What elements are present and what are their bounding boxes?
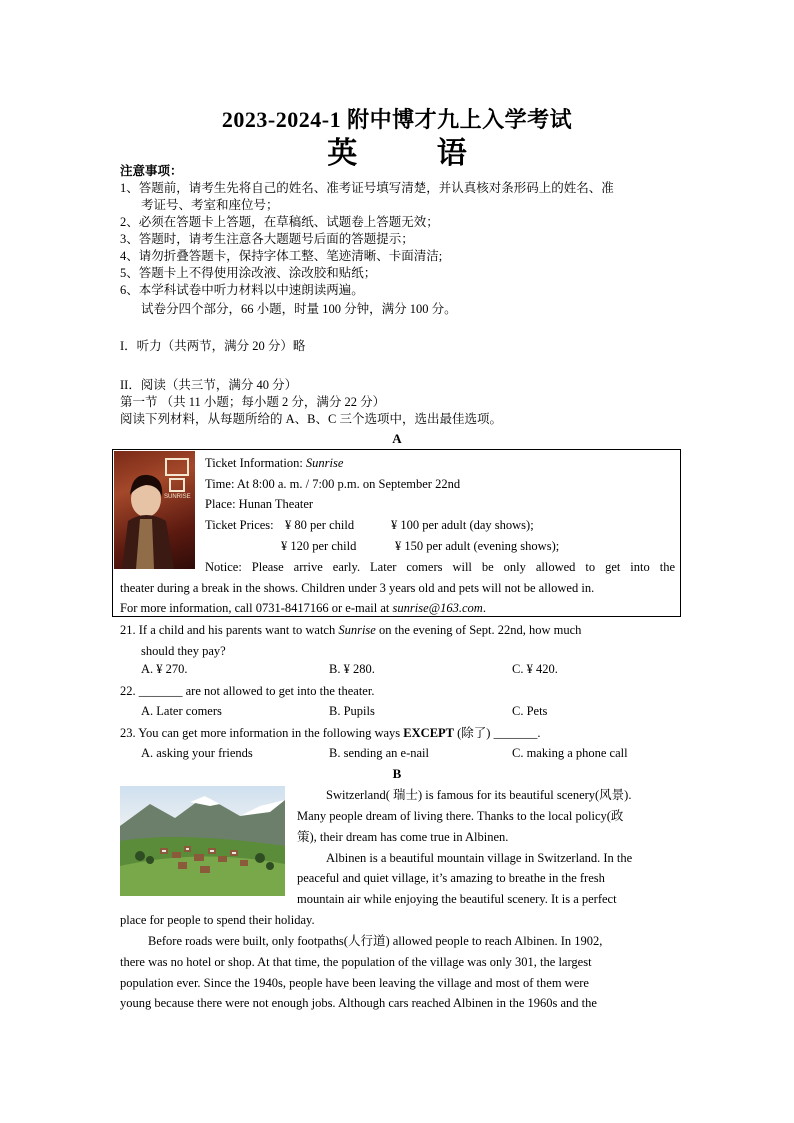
option-c: C. making a phone call (512, 746, 628, 760)
more-info-prefix: For more information, call 0731-8417166 or e-mail at (120, 601, 393, 615)
option-b: B. ¥ 280. (329, 662, 375, 676)
question-stem: (除了) _______. (454, 726, 541, 740)
question-22: 22. _______ are not allowed to get into the theater. (120, 684, 375, 698)
question-stem-italic: Sunrise (338, 623, 376, 637)
option-a: A. Later comers (141, 704, 222, 718)
ticket-info-line (205, 455, 343, 471)
question-stem-bold: EXCEPT (403, 726, 454, 740)
poster-figure-icon (114, 451, 195, 569)
note-item: 4、请勿折叠答题卡，保持字体工整、笔迹清晰、卡面清洁; (120, 249, 443, 263)
price-adult-day: ¥ 100 per adult (day shows); (391, 518, 534, 532)
note-item: 1、答题前，请考生先将自己的姓名、准考证号填写清楚，并认真核对条形码上的姓名、准 (120, 181, 614, 195)
passage-b-line: there was no hotel or shop. At that time, the population of the village was only 301, the largest (120, 955, 592, 969)
section-reading-title: II．阅读（共三节，满分 40 分） (120, 378, 298, 392)
albinen-village-photo (120, 786, 285, 896)
passage-b-line: Switzerland( 瑞士) is famous for its beautiful scenery(风景). (326, 788, 632, 802)
ticket-info-label: Ticket Information: (205, 456, 306, 470)
subject-title: 英 语 (327, 137, 503, 170)
question-23 (120, 725, 540, 741)
poster-subtitle-text: SUNRISE (164, 494, 191, 500)
more-info-suffix: . (482, 601, 486, 615)
question-stem: on the evening of Sept. 22nd, how much (375, 623, 582, 637)
option-a: A. ¥ 270. (141, 662, 188, 676)
ticket-time: Time: At 8:00 a. m. / 7:00 p.m. on September 22nd (205, 477, 461, 491)
passage-b-label: B (392, 766, 402, 781)
note-item: 6、本学科试卷中听力材料以中速朗读两遍。 (120, 283, 364, 297)
notes-heading: 注意事项： (120, 164, 183, 178)
section-listening: I．听力（共两节，满分 20 分）略 (120, 339, 306, 353)
passage-b-line: population ever. Since the 1940s, people have been leaving the village and most of them were (120, 976, 589, 990)
contact-email: sunrise@163.com (392, 601, 483, 615)
ticket-place: Place: Hunan Theater (205, 497, 314, 511)
option-c: C. ¥ 420. (512, 662, 558, 676)
passage-b-line: Before roads were built, only footpaths(人行道) allowed people to reach Albinen. In 1902, (148, 934, 603, 948)
exam-title: 2023-2024-1 附中博才九上入学考试 (221, 107, 573, 132)
note-item: 3、答题时，请考生注意各大题题号后面的答题提示； (120, 232, 414, 246)
price-adult-evening: ¥ 150 per adult (evening shows); (395, 539, 560, 553)
village-scenery-icon (120, 786, 285, 896)
price-child-evening: ¥ 120 per child (281, 539, 357, 553)
passage-b-line: Many people dream of living there. Thanks to the local policy(政 (297, 809, 624, 823)
passage-b-line: 策), their dream has come true in Albinen. (297, 830, 509, 844)
question-21 (120, 622, 675, 638)
note-item: 考证号、考室和座位号； (141, 198, 279, 212)
ticket-prices-label: Ticket Prices: (205, 518, 274, 532)
option-b: B. Pupils (329, 704, 375, 718)
option-c: C. Pets (512, 704, 548, 718)
price-child-day: ¥ 80 per child (285, 518, 355, 532)
option-b: B. sending an e-nail (329, 746, 429, 760)
sunrise-poster-image (114, 451, 195, 569)
passage-b-line: mountain air while enjoying the beautiful scenery. It is a perfect (297, 892, 617, 906)
more-info-line (120, 600, 486, 616)
notice-line-2: theater during a break in the shows. Children under 3 years old and pets will not be allowed in. (120, 581, 595, 595)
notes-summary: 试卷分四个部分，66 小题，时量 100 分钟，满分 100 分。 (141, 302, 457, 316)
note-item: 5、答题卡上不得使用涂改液、涂改胶和贴纸； (120, 266, 377, 280)
notice-line-1: Notice: Please arrive early. Later comers will be only allowed to get into the (205, 560, 675, 574)
passage-a-label: A (392, 431, 402, 446)
passage-b-line: Albinen is a beautiful mountain village in Switzerland. In the (326, 851, 633, 865)
option-a: A. asking your friends (141, 746, 253, 760)
ticket-info-box (112, 449, 681, 617)
section-instruction: 阅读下列材料，从每题所给的 A、B、C 三个选项中，选出最佳选项。 (120, 412, 502, 426)
section-part-title: 第一节 （共 11 小题；每小题 2 分，满分 22 分） (120, 395, 386, 409)
passage-b-line: place for people to spend their holiday. (120, 913, 315, 927)
ticket-info-title: Sunrise (305, 456, 344, 470)
passage-b-line: peaceful and quiet village, it’s amazing to breathe in the fresh (297, 871, 605, 885)
question-stem: 23. You can get more information in the following ways (120, 726, 404, 740)
passage-b-line: young because there were not enough jobs. Although cars reached Albinen in the 1960s and the (120, 996, 597, 1010)
question-stem: 21. If a child and his parents want to watch (120, 623, 339, 637)
question-21-line2: should they pay? (141, 644, 226, 658)
note-item: 2、必须在答题卡上答题，在草稿纸、试题卷上答题无效； (120, 215, 439, 229)
